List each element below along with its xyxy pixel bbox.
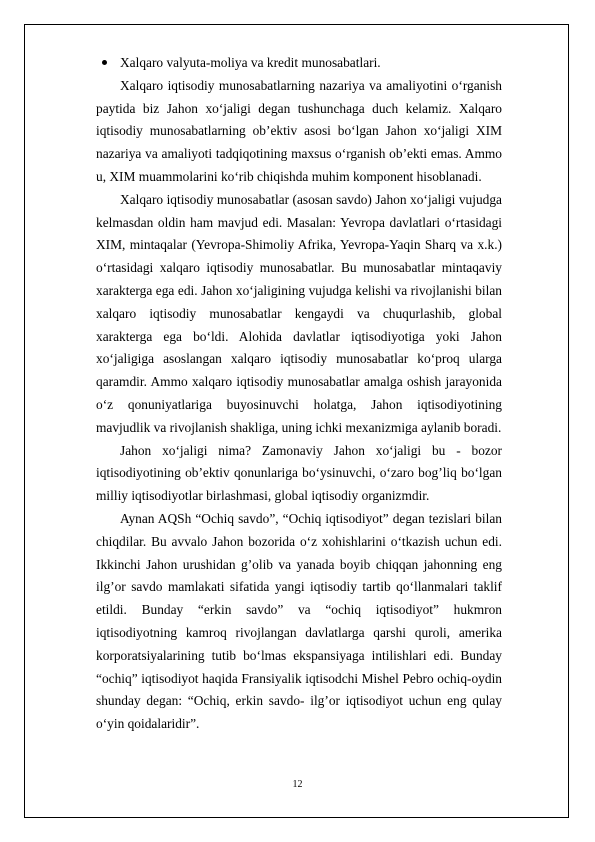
paragraph-2: Xalqaro iqtisodiy munosabatlar (asosan savdo) Jahon xo‘jaligi vujudga kelmasdan oldin ham mavjud edi. Masalan: Yevropa davlatlari o‘rtasidagi XIM, mintaqalar (Yevropa-Shimoliy Afrika, Yevropa-Yaqin Sharq va x.k.) o‘rtasidagi xalqaro iqtisodiy munosabatlar. Bu munosabatlar mintaqaviy xarakterga ega edi. Jahon xo‘jaligining vujudga kelishi va rivojlanishi bilan xalqaro iqtisodiy munosabatlar kengaydi va chuqurlashib, global xarakterga ega bo‘ldi. Alohida davlatlar iqtisodiyotiga yoki Jahon xo‘jaligiga asoslangan xalqaro iqtisodiy munosabatlar ko‘proq ularga qaramdir. Ammo xalqaro iqtisodiy munosabatlar amalga oshish jarayonida o‘z qonuniyatlariga buyosinuvchi holatga, Jahon iqtisodiyotining mavjudlik va rivojlanish shakliga, uning ichki mexanizmiga aylanib boradi. xyxy=(96,191,502,435)
paragraph-4: Aynan AQSh “Ochiq savdo”, “Ochiq iqtisodiyot” degan tezislari bilan chiqdilar. Bu avvalo Jahon bozorida o‘z xohishlarini o‘tkazish uchun edi. Ikkinchi Jahon urushidan g’olib va yanada boyib chiqqan jahonning eng ilg’or savdo mamlakati sifatida yangi iqtisodiy tartib qo‘llanmalari taklif etildi. Bunday “erkin savdo” va “ochiq iqtisodiyot” hukmron iqtisodiyotning kamroq rivojlangan davlatlarga qarshi quroli, amerika korporatsiyalarining tutib bo‘lmas ekspansiyaga intilishlari edi. Bunday “ochiq” iqtisodiyot haqida Fransiyalik iqtisodchi Mishel Pebro ochiq-oydin shunday degan: “Ochiq, erkin savdo- ilg’or iqtisodiyot uchun eng qulay o‘yin qoidalaridir”. xyxy=(96,510,502,732)
bullet-heading-text: Xalqaro valyuta-moliya va kredit munosabatlari. xyxy=(120,55,381,70)
paragraph-3: Jahon xo‘jaligi nima? Zamonaviy Jahon xo‘jaligi bu - bozor iqtisodiyotining ob’ektiv qonunlariga bo‘ysinuvchi, o‘zaro bog’liq bo‘lgan milliy iqtisodiyotlar birlashmasi, global iqtisodiy organizmdir. xyxy=(96,442,502,504)
paragraph-1: Xalqaro iqtisodiy munosabatlarning nazariya va amaliyotini o‘rganish paytida biz Jahon xo‘jaligi degan tushunchaga duch kelamiz. Xalqaro iqtisodiy munosabatlarning ob’ektiv asosi bo‘lgan Jahon xo‘jaligi XIM nazariya va amaliyoti tadqiqotining maxsus o‘rganish ob’ekti emas. Ammo u, XIM muammolarini ko‘rib chiqishda muhim komponent hisoblanadi. xyxy=(96,77,502,184)
bullet-icon xyxy=(102,60,107,65)
bullet-heading xyxy=(96,52,502,75)
page-number: 12 xyxy=(292,779,303,790)
document-body xyxy=(96,52,502,736)
